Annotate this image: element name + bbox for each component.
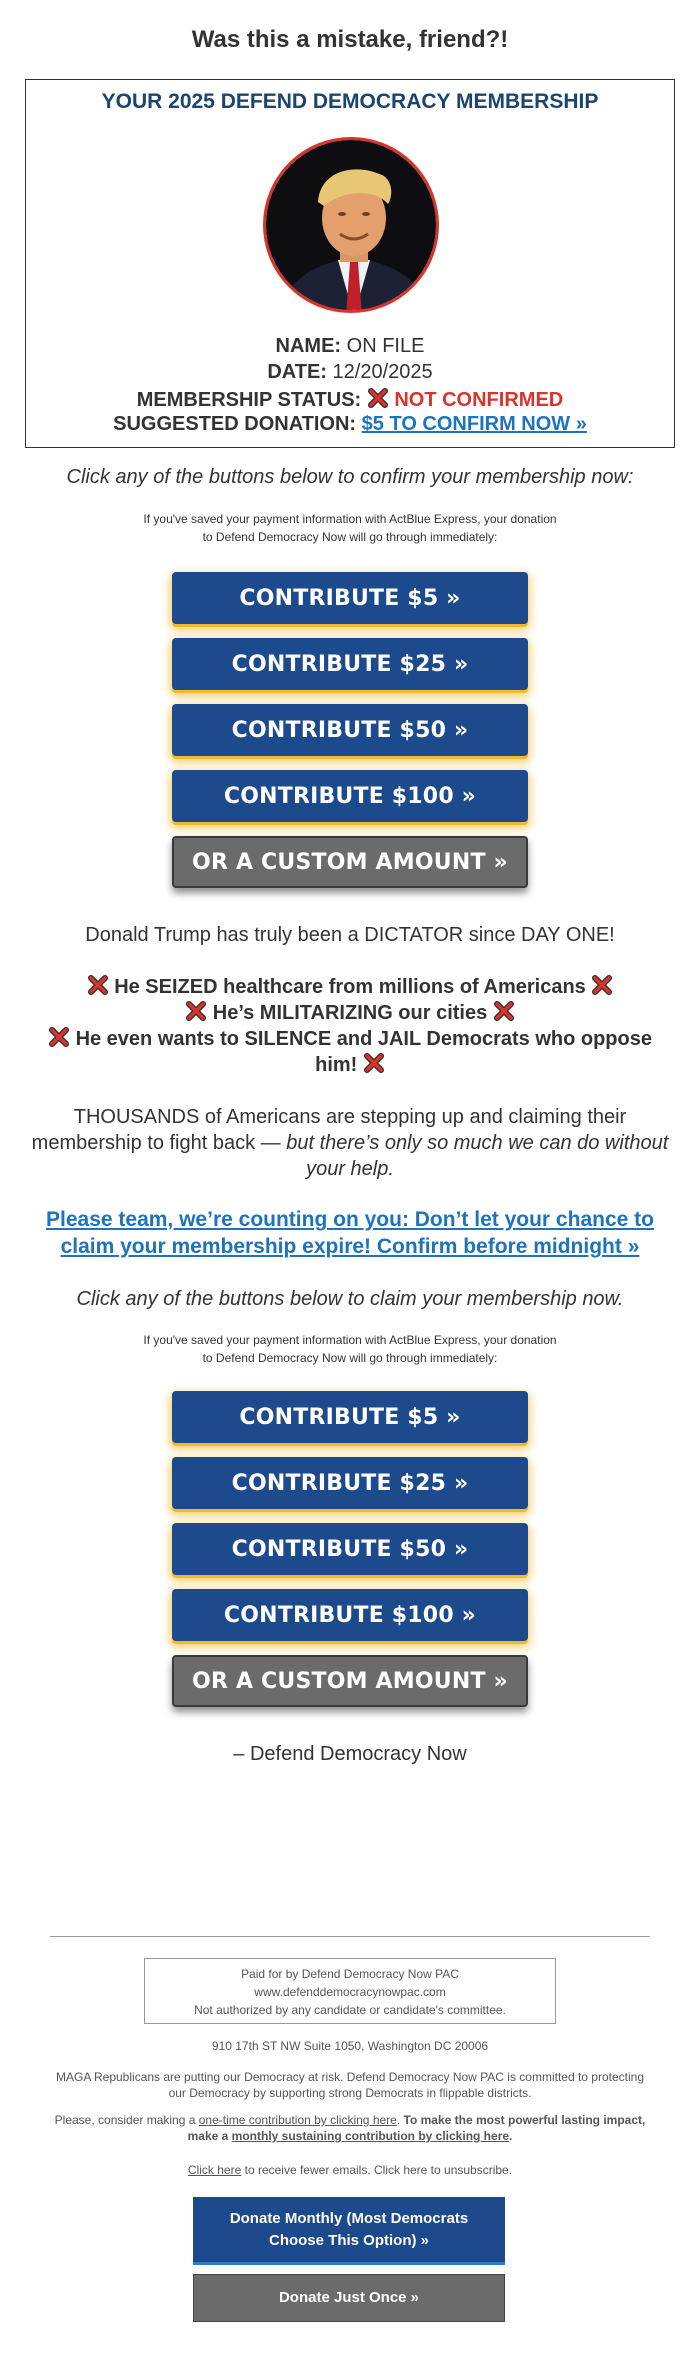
consider-end: .	[509, 2129, 513, 2143]
confirm-before-midnight-link[interactable]: Please team, we’re counting on you: Don’t let your chance to claim your membership expire! Confirm before midnight »	[46, 1208, 654, 1258]
actblue-note-2-line1: If you've saved your payment information with ActBlue Express, your donation	[143, 1333, 557, 1347]
thousands-paragraph	[25, 1104, 675, 1182]
cross-mark-icon	[591, 974, 613, 996]
signature: – Defend Democracy Now	[233, 1743, 467, 1765]
thousands-text: THOUSANDS of Americans are stepping up and claiming their membership to fight back —	[31, 1106, 627, 1154]
donation-label: SUGGESTED DONATION:	[113, 413, 357, 435]
contribute-100-button[interactable]: CONTRIBUTE $100 »	[172, 770, 528, 822]
donate-monthly-button[interactable]	[193, 2197, 505, 2265]
fewer-emails-link[interactable]: Click here	[187, 2163, 242, 2177]
donation-line	[26, 413, 674, 436]
consider-mid: .	[396, 2113, 404, 2127]
card-title: YOUR 2025 DEFEND DEMOCRACY MEMBERSHIP	[101, 90, 599, 113]
custom-amount-button-2[interactable]: OR A CUSTOM AMOUNT »	[172, 1655, 528, 1707]
cross-mark-icon	[363, 1052, 385, 1074]
lasting-impact-text: To make the most powerful lasting impact, make a	[187, 2113, 646, 2143]
contribute-25-button-2[interactable]: CONTRIBUTE $25 »	[172, 1457, 528, 1509]
confirm-instruction: Click any of the buttons below to confirm your membership now:	[66, 466, 634, 488]
dictator-line: Donald Trump has truly been a DICTATOR since DAY ONE!	[85, 924, 615, 946]
headline: Was this a mistake, friend?!	[191, 26, 509, 53]
pac-website: www.defenddemocracynowpac.com	[254, 1985, 446, 1999]
bullet-seized-text: He SEIZED healthcare from millions of Americans	[114, 976, 586, 998]
bullet-silence	[30, 1026, 670, 1078]
claim-instruction: Click any of the buttons below to claim your membership now.	[76, 1288, 624, 1310]
actblue-note-2-line2: to Defend Democracy Now will go through immediately:	[202, 1351, 498, 1365]
name-label: NAME:	[275, 335, 342, 357]
custom-amount-button[interactable]: OR A CUSTOM AMOUNT »	[172, 836, 528, 888]
paid-for-box	[144, 1958, 556, 2024]
donate-monthly-line1: Donate Monthly (Most Democrats	[229, 2209, 469, 2227]
confirm-now-link[interactable]: $5 TO CONFIRM NOW »	[361, 413, 587, 435]
contribute-25-button[interactable]: CONTRIBUTE $25 »	[172, 638, 528, 690]
consider-text: Please, consider making a	[54, 2113, 199, 2127]
bullet-militarizing	[30, 1000, 670, 1026]
cross-mark-icon	[493, 1000, 515, 1022]
status-line	[26, 387, 674, 412]
email-preferences	[50, 2162, 650, 2178]
monthly-contribution-link[interactable]: monthly sustaining contribution by clicking here	[231, 2129, 510, 2143]
cross-mark-icon	[87, 974, 109, 996]
date-label: DATE:	[267, 361, 327, 383]
name-line	[26, 335, 674, 358]
name-value: ON FILE	[346, 335, 425, 357]
date-line	[26, 361, 674, 384]
cross-mark-icon	[48, 1026, 70, 1048]
actblue-note-2	[115, 1331, 585, 1367]
bullet-silence-text: He even wants to SILENCE and JAIL Democrats who oppose him!	[75, 1028, 652, 1076]
date-value: 12/20/2025	[332, 361, 433, 383]
donate-monthly-line2: Choose This Option) »	[268, 2231, 429, 2249]
not-authorized-line: Not authorized by any candidate or candidate's committee.	[194, 2003, 506, 2017]
actblue-note	[115, 510, 585, 546]
thousands-italic: but there’s only so much we can do without your help.	[286, 1132, 669, 1180]
paid-for-line: Paid for by Defend Democracy Now PAC	[241, 1967, 459, 1981]
portrait-photo	[263, 137, 439, 313]
contribute-5-button-2[interactable]: CONTRIBUTE $5 »	[172, 1391, 528, 1443]
cross-mark-icon	[367, 387, 389, 409]
bullet-seized	[30, 974, 670, 1000]
pac-address: 910 17th ST NW Suite 1050, Washington DC 20006	[211, 2039, 489, 2053]
contribution-prompt	[50, 2112, 650, 2144]
status-value: NOT CONFIRMED	[394, 389, 564, 411]
one-time-contribution-link[interactable]: one-time contribution by clicking here	[198, 2113, 397, 2127]
contribute-100-button-2[interactable]: CONTRIBUTE $100 »	[172, 1589, 528, 1641]
actblue-note-line2: to Defend Democracy Now will go through immediately:	[202, 530, 498, 544]
footer-divider	[50, 1936, 650, 1937]
donate-once-button[interactable]: Donate Just Once »	[193, 2274, 505, 2322]
actblue-note-line1: If you've saved your payment information with ActBlue Express, your donation	[143, 512, 557, 526]
contribute-5-button[interactable]: CONTRIBUTE $5 »	[172, 572, 528, 624]
unsubscribe-text: to receive fewer emails. Click here to unsubscribe.	[241, 2163, 513, 2177]
status-label: MEMBERSHIP STATUS:	[136, 389, 362, 411]
contribute-50-button-2[interactable]: CONTRIBUTE $50 »	[172, 1523, 528, 1575]
cross-mark-icon	[185, 1000, 207, 1022]
mission-statement: MAGA Republicans are putting our Democracy at risk. Defend Democracy Now PAC is committed to protecting our Democracy by supporting strong Democrats in flippable districts.	[55, 2070, 644, 2100]
membership-card	[25, 79, 675, 448]
bullet-militarizing-text: He’s MILITARIZING our cities	[212, 1002, 488, 1024]
contribute-50-button[interactable]: CONTRIBUTE $50 »	[172, 704, 528, 756]
